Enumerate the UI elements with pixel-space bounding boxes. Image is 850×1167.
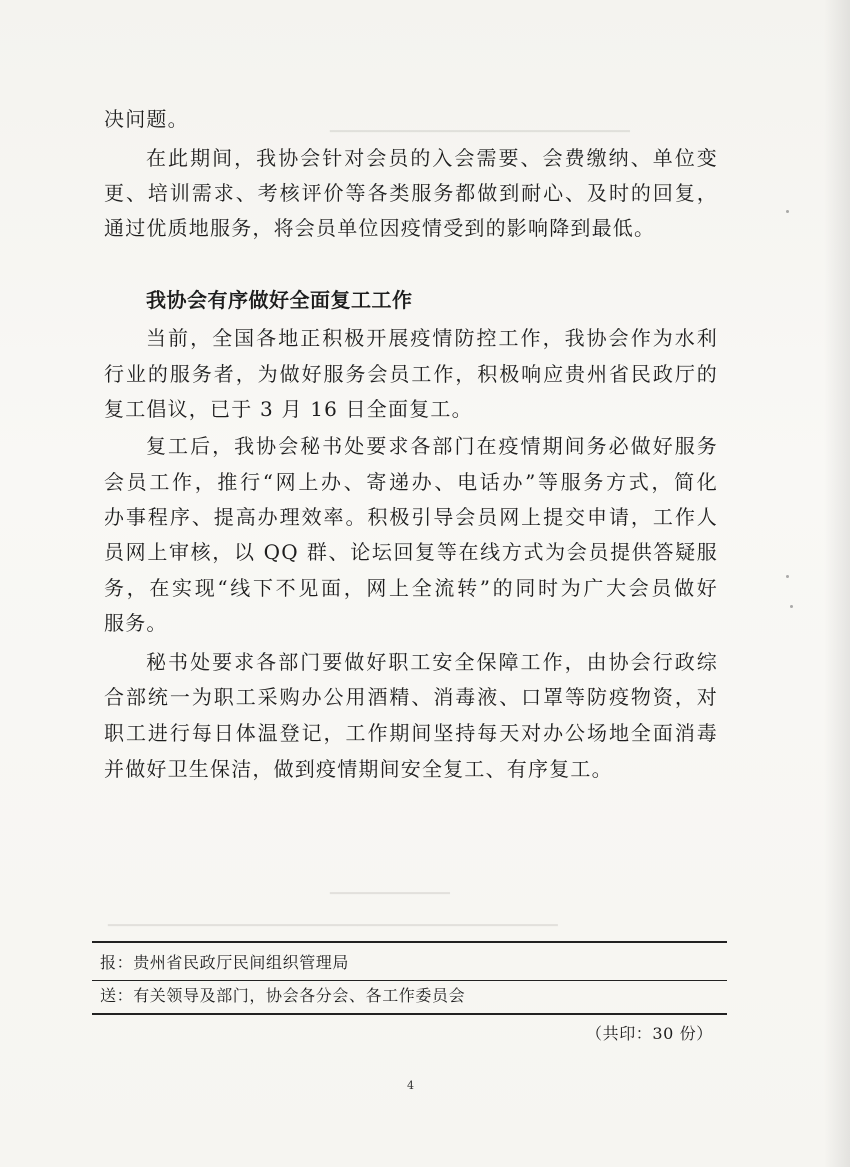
section-heading: 我协会有序做好全面复工工作 [146,288,413,312]
scan-speck [790,605,793,608]
show-through-text: ▁▁▁▁▁▁▁▁▁▁▁▁ [330,880,450,895]
text-line: 在此期间，我协会针对会员的入会需要、会费缴纳、单位变 [146,146,718,170]
send-to-line: 送：有关领导及部门，协会各分会、各工作委员会 [100,986,466,1005]
page-number: 4 [407,1079,414,1092]
text-line: 合部统一为职工采购办公用酒精、消毒液、口罩等防疫物资，对 [104,685,718,709]
text-line: 复工倡议，已于 3 月 16 日全面复工。 [104,397,473,421]
text-line: 并做好卫生保洁，做到疫情期间安全复工、有序复工。 [104,757,613,781]
text-line: 决问题。 [104,107,189,131]
text-line: 服务。 [104,611,168,635]
text-line: 行业的服务者，为做好服务会员工作，积极响应贵州省民政厅的 [104,362,718,386]
page-shadow-edge [824,0,850,1167]
distribution-bottom-rule [92,1013,727,1015]
copies-count: （共印：30 份） [586,1024,713,1043]
text-line: 复工后，我协会秘书处要求各部门在疫情期间务必做好服务 [146,434,718,458]
text-line: 秘书处要求各部门要做好职工安全保障工作，由协会行政综 [146,650,718,674]
distribution-middle-rule [92,980,727,981]
text-line: 更、培训需求、考核评价等各类服务都做到耐心、及时的回复， [104,181,718,205]
text-line: 职工进行每日体温登记，工作期间坚持每天对办公场地全面消毒 [104,721,718,745]
text-line: 员网上审核，以 QQ 群、论坛回复等在线方式为会员提供答疑服 [104,540,718,564]
text-line: 办事程序、提高办理效率。积极引导会员网上提交申请，工作人 [104,505,718,529]
scan-speck [786,210,789,213]
text-line: 当前，全国各地正积极开展疫情防控工作，我协会作为水利 [146,326,718,350]
show-through-text: ▁▁▁▁▁▁▁▁▁▁▁▁▁▁▁▁▁▁▁▁▁▁▁▁▁▁▁▁▁▁▁▁▁▁▁▁▁▁▁▁▁▁▁▁▁ [108,912,558,927]
report-to-line: 报：贵州省民政厅民间组织管理局 [100,953,350,972]
show-through-text: ▁▁▁▁▁▁▁▁▁▁▁▁▁▁▁▁▁▁▁▁▁▁▁▁▁▁▁▁▁▁ [330,118,630,133]
text-line: 会员工作，推行“网上办、寄递办、电话办”等服务方式，简化 [104,470,718,494]
scan-speck [786,575,789,578]
text-line: 通过优质地服务，将会员单位因疫情受到的影响降到最低。 [104,216,656,240]
distribution-top-rule [92,941,727,943]
text-line: 务，在实现“线下不见面，网上全流转”的同时为广大会员做好 [104,576,718,600]
